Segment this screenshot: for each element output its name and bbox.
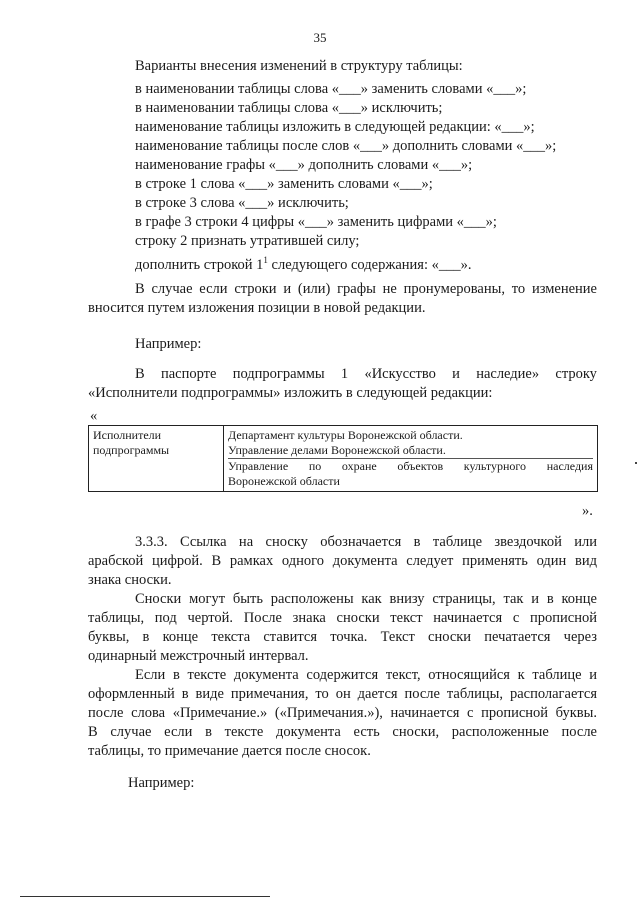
passport-line2: «Исполнители подпрограммы» изложить в следующей редакции: <box>88 385 493 401</box>
table-value-line3 <box>228 459 593 474</box>
notes-para-line4: В случае если в тексте документа есть сноски, расположенные после <box>88 724 597 740</box>
variants-title: Варианты внесения изменений в структуру таблицы: <box>135 58 463 74</box>
passport-word: подпрограммы <box>232 366 325 382</box>
table-value-line2: Управление делами Воронежской области. <box>228 443 446 457</box>
para-unnumbered-line2: вносится путем изложения позиции в новой редакции. <box>88 300 426 316</box>
table-word: наследия <box>546 459 593 473</box>
variant-last-sup: 1 <box>263 255 268 265</box>
passport-word: строку <box>555 366 597 382</box>
variant-last-after: следующего содержания: «___». <box>267 256 472 273</box>
close-quote: ». <box>582 503 593 519</box>
table-word: культурного <box>463 459 527 473</box>
notes-para-line2: оформленный в виде примечания, то он дается после таблицы, располагается <box>88 686 597 702</box>
table-label-line2: подпрограммы <box>93 443 170 457</box>
footnotes-para-line4: одинарный межстрочный интервал. <box>88 648 309 664</box>
footnotes-para-line1: Сноски могут быть расположены как внизу страницы, так и в конце <box>135 591 597 607</box>
variant-item: строку 2 признать утратившей силу; <box>135 233 360 249</box>
para-unnumbered-line1: В случае если строки и (или) графы не пронумерованы, то изменение <box>135 281 597 297</box>
table-value-line4: Воронежской области <box>228 474 340 488</box>
passport-word: паспорте <box>160 366 217 382</box>
variant-item: наименование таблицы изложить в следующей редакции: «___»; <box>135 119 535 135</box>
table-label-cell <box>89 426 224 492</box>
executors-table <box>88 425 598 492</box>
notes-para-line1: Если в тексте документа содержится текст, относящийся к таблице и <box>135 667 597 683</box>
variant-item: в строке 3 слова «___» исключить; <box>135 195 349 211</box>
variant-item: в строке 1 слова «___» заменить словами «___»; <box>135 176 433 192</box>
passport-word: и <box>452 366 460 382</box>
table-row <box>89 426 598 492</box>
footnote-section-line2: арабской цифрой. В рамках одного документа следует применять один вид <box>88 553 597 569</box>
passport-word: 1 <box>340 366 349 382</box>
variant-item: в наименовании таблицы слова «___» исключить; <box>135 100 443 116</box>
variant-last-before: дополнить строкой 1 <box>135 256 264 273</box>
passport-word: В <box>135 366 145 382</box>
passport-word: «Искусство <box>364 366 436 382</box>
example-label-1: Например: <box>135 336 202 352</box>
page-number: 35 <box>313 30 327 45</box>
table-word: по <box>308 459 322 473</box>
notes-para-line3: после слова «Примечание.» («Примечания.»), начинается с прописной буквы. <box>88 705 597 721</box>
open-quote: « <box>90 408 98 424</box>
variant-item: в графе 3 строки 4 цифры «___» заменить цифрами «___»; <box>135 214 497 230</box>
variant-item-last <box>135 251 472 274</box>
table-word: охране <box>341 459 377 473</box>
notes-para-line5: таблицы, то примечание дается после сносок. <box>88 743 371 759</box>
table-label-line1: Исполнители <box>93 428 162 442</box>
example-label-2: Например: <box>128 775 195 791</box>
passport-word: наследие» <box>476 366 540 382</box>
scan-speck <box>635 462 637 464</box>
passport-line1 <box>135 365 597 383</box>
table-value-cell <box>224 426 598 492</box>
table-word: Управление <box>228 459 289 473</box>
table-word: объектов <box>397 459 444 473</box>
variant-item: наименование таблицы после слов «___» дополнить словами «___»; <box>135 138 557 154</box>
footnotes-para-line3: буквы, в конце текста ставится точка. Текст сноски печатается через <box>88 629 597 645</box>
table-value-line1: Департамент культуры Воронежской области. <box>228 428 463 442</box>
variant-item: в наименовании таблицы слова «___» заменить словами «___»; <box>135 81 527 97</box>
footnotes-para-line2: таблицы, под чертой. После знака сноски текст начинается с прописной <box>88 610 597 626</box>
footnote-section-line3: знака сноски. <box>88 572 172 588</box>
footnote-rule <box>20 896 270 897</box>
footnote-section-line1: 3.3.3. Ссылка на сноску обозначается в таблице звездочкой или <box>135 534 597 550</box>
variant-item: наименование графы «___» дополнить словами «___»; <box>135 157 473 173</box>
